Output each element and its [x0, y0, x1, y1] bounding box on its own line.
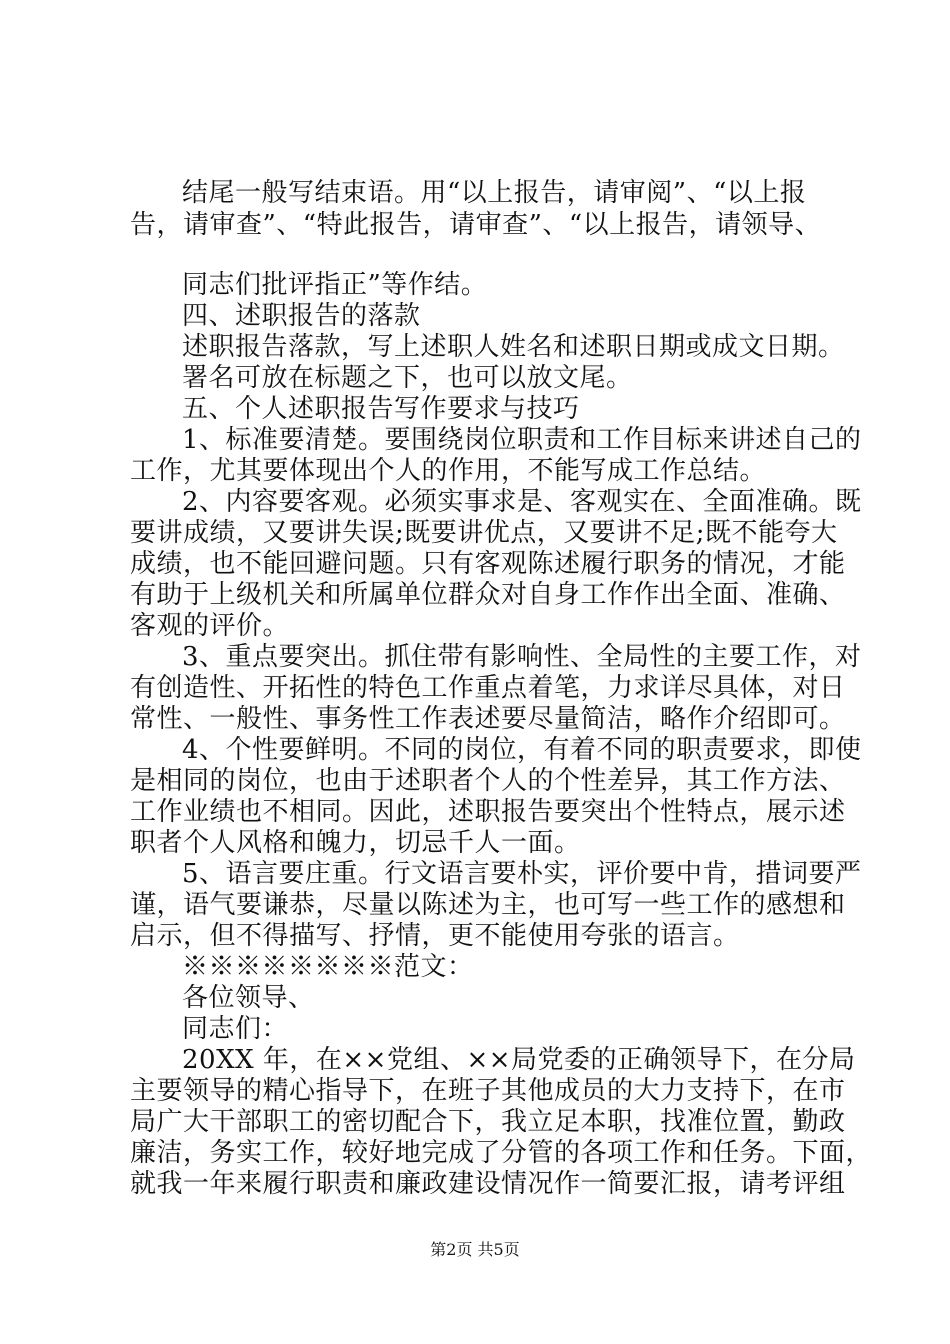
page-number-footer: 第2页 共5页: [430, 1240, 520, 1259]
text-line: 1、标准要清楚。要围绕岗位职责和工作目标来讲述自己的: [182, 425, 862, 455]
text-line: 20XX 年，在××党组、××局党委的正确领导下，在分局: [182, 1045, 856, 1075]
text-line: 工作，尤其要体现出个人的作用，不能写成工作总结。: [130, 456, 767, 486]
text-line: 4、个性要鲜明。不同的岗位，有着不同的职责要求，即使: [182, 735, 862, 765]
text-line: 结尾一般写结束语。用“以上报告，请审阅”、“以上报: [182, 178, 807, 208]
text-line: 工作业绩也不相同。因此，述职报告要突出个性特点，展示述: [130, 797, 846, 827]
text-line: 告，请审查”、“特此报告，请审查”、“以上报告，请领导、: [130, 210, 822, 240]
text-line: 客观的评价。: [130, 611, 290, 641]
sample-heading: ※※※※※※※※范文：: [182, 952, 474, 982]
text-line: 职者个人风格和魄力，切忌千人一面。: [130, 828, 581, 858]
text-line: 就我一年来履行职责和廉政建设情况作一简要汇报，请考评组: [130, 1169, 846, 1199]
text-line: 是相同的岗位，也由于述职者个人的个性差异，其工作方法、: [130, 766, 846, 796]
text-line: 署名可放在标题之下，也可以放文尾。: [182, 363, 633, 393]
text-line: 谨，语气要谦恭，尽量以陈述为主，也可写一些工作的感想和: [130, 890, 846, 920]
text-line: 要讲成绩，又要讲失误;既要讲优点，又要讲不足;既不能夸大: [130, 518, 838, 548]
text-line: 常性、一般性、事务性工作表述要尽量简洁，略作介绍即可。: [130, 704, 846, 734]
salutation-line: 同志们：: [182, 1014, 289, 1044]
text-line: 3、重点要突出。抓住带有影响性、全局性的主要工作，对: [182, 642, 862, 672]
text-line: 5、语言要庄重。行文语言要朴实，评价要中肯，措词要严: [182, 859, 862, 889]
section-heading: 四、述职报告的落款: [182, 301, 421, 331]
text-line: 2、内容要客观。必须实事求是、客观实在、全面准确。既: [182, 487, 862, 517]
text-line: 同志们批评指正”等作结。: [182, 270, 488, 300]
text-line: 启示，但不得描写、抒情，更不能使用夸张的语言。: [130, 921, 740, 951]
section-heading: 五、个人述职报告写作要求与技巧: [182, 394, 580, 424]
text-line: 局广大干部职工的密切配合下，我立足本职，找准位置，勤政: [130, 1107, 846, 1137]
salutation-line: 各位领导、: [182, 983, 315, 1013]
text-line: 述职报告落款，写上述职人姓名和述职日期或成文日期。: [182, 332, 845, 362]
text-line: 有助于上级机关和所属单位群众对自身工作作出全面、准确、: [130, 580, 846, 610]
text-line: 廉洁，务实工作，较好地完成了分管的各项工作和任务。下面，: [130, 1138, 873, 1168]
text-line: 成绩，也不能回避问题。只有客观陈述履行职务的情况，才能: [130, 549, 846, 579]
text-line: 有创造性、开拓性的特色工作重点着笔，力求详尽具体，对日: [130, 673, 846, 703]
text-line: 主要领导的精心指导下，在班子其他成员的大力支持下，在市: [130, 1076, 846, 1106]
